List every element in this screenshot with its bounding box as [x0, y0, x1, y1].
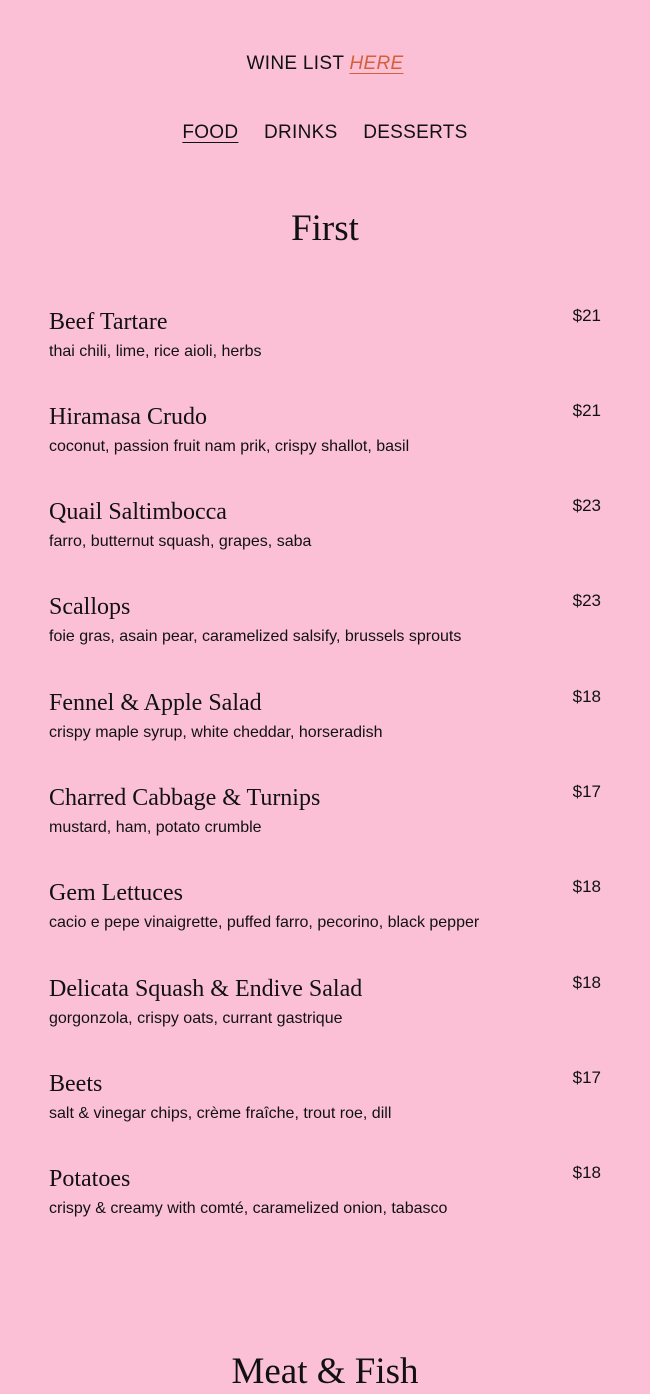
menu-item-description: gorgonzola, crispy oats, currant gastrique — [49, 1010, 343, 1027]
menu-item — [49, 1070, 601, 1124]
menu-item — [49, 975, 601, 1029]
menu-item-price: $21 — [572, 401, 601, 420]
menu-item-price: $17 — [572, 1068, 601, 1087]
wine-list-link[interactable]: HERE — [349, 53, 404, 74]
menu-item-price: $23 — [572, 496, 601, 515]
section-title-first: First — [291, 208, 359, 249]
menu-item-description: farro, butternut squash, grapes, saba — [49, 533, 312, 550]
menu-nav — [0, 121, 650, 145]
menu-item-price: $18 — [572, 973, 601, 992]
wine-list-line — [0, 52, 650, 76]
menu-item-description: mustard, ham, potato crumble — [49, 819, 262, 836]
nav-drinks[interactable]: DRINKS — [264, 122, 338, 143]
menu-item-description: salt & vinegar chips, crème fraîche, trout roe, dill — [49, 1105, 392, 1122]
menu-item-name: Potatoes — [49, 1166, 131, 1192]
menu-item — [49, 403, 601, 457]
menu-item-description: crispy & creamy with comté, caramelized onion, tabasco — [49, 1200, 448, 1217]
menu-item-description: thai chili, lime, rice aioli, herbs — [49, 343, 262, 360]
menu-item — [49, 689, 601, 743]
menu-item-price: $18 — [572, 687, 601, 706]
menu-item — [49, 308, 601, 362]
menu-item-description: foie gras, asain pear, caramelized salsify, brussels sprouts — [49, 628, 462, 645]
menu-item-name: Scallops — [49, 594, 131, 620]
section-title-meat-fish: Meat & Fish — [231, 1351, 419, 1392]
menu-item-description: crispy maple syrup, white cheddar, horseradish — [49, 724, 383, 741]
menu-item-name: Gem Lettuces — [49, 880, 183, 906]
menu-item-name: Charred Cabbage & Turnips — [49, 785, 321, 811]
wine-list-label: WINE LIST — [246, 53, 344, 74]
menu-item-price: $23 — [572, 591, 601, 610]
menu-item — [49, 1165, 601, 1219]
menu-item-price: $18 — [572, 1163, 601, 1182]
menu-item-name: Beets — [49, 1071, 103, 1097]
menu-item-name: Beef Tartare — [49, 309, 168, 335]
nav-food[interactable]: FOOD — [182, 122, 239, 143]
menu-item-name: Hiramasa Crudo — [49, 404, 207, 430]
menu-item-name: Delicata Squash & Endive Salad — [49, 976, 363, 1002]
menu-item-name: Quail Saltimbocca — [49, 499, 227, 525]
menu-item-price: $21 — [572, 306, 601, 325]
menu-item-description: coconut, passion fruit nam prik, crispy shallot, basil — [49, 438, 410, 455]
menu-item — [49, 593, 601, 647]
menu-item — [49, 498, 601, 552]
menu-item-name: Fennel & Apple Salad — [49, 690, 262, 716]
menu-item-price: $18 — [572, 877, 601, 896]
nav-desserts[interactable]: DESSERTS — [363, 122, 468, 143]
menu-item-description: cacio e pepe vinaigrette, puffed farro, pecorino, black pepper — [49, 914, 480, 931]
menu-item — [49, 879, 601, 933]
menu-item — [49, 784, 601, 838]
menu-item-price: $17 — [572, 782, 601, 801]
